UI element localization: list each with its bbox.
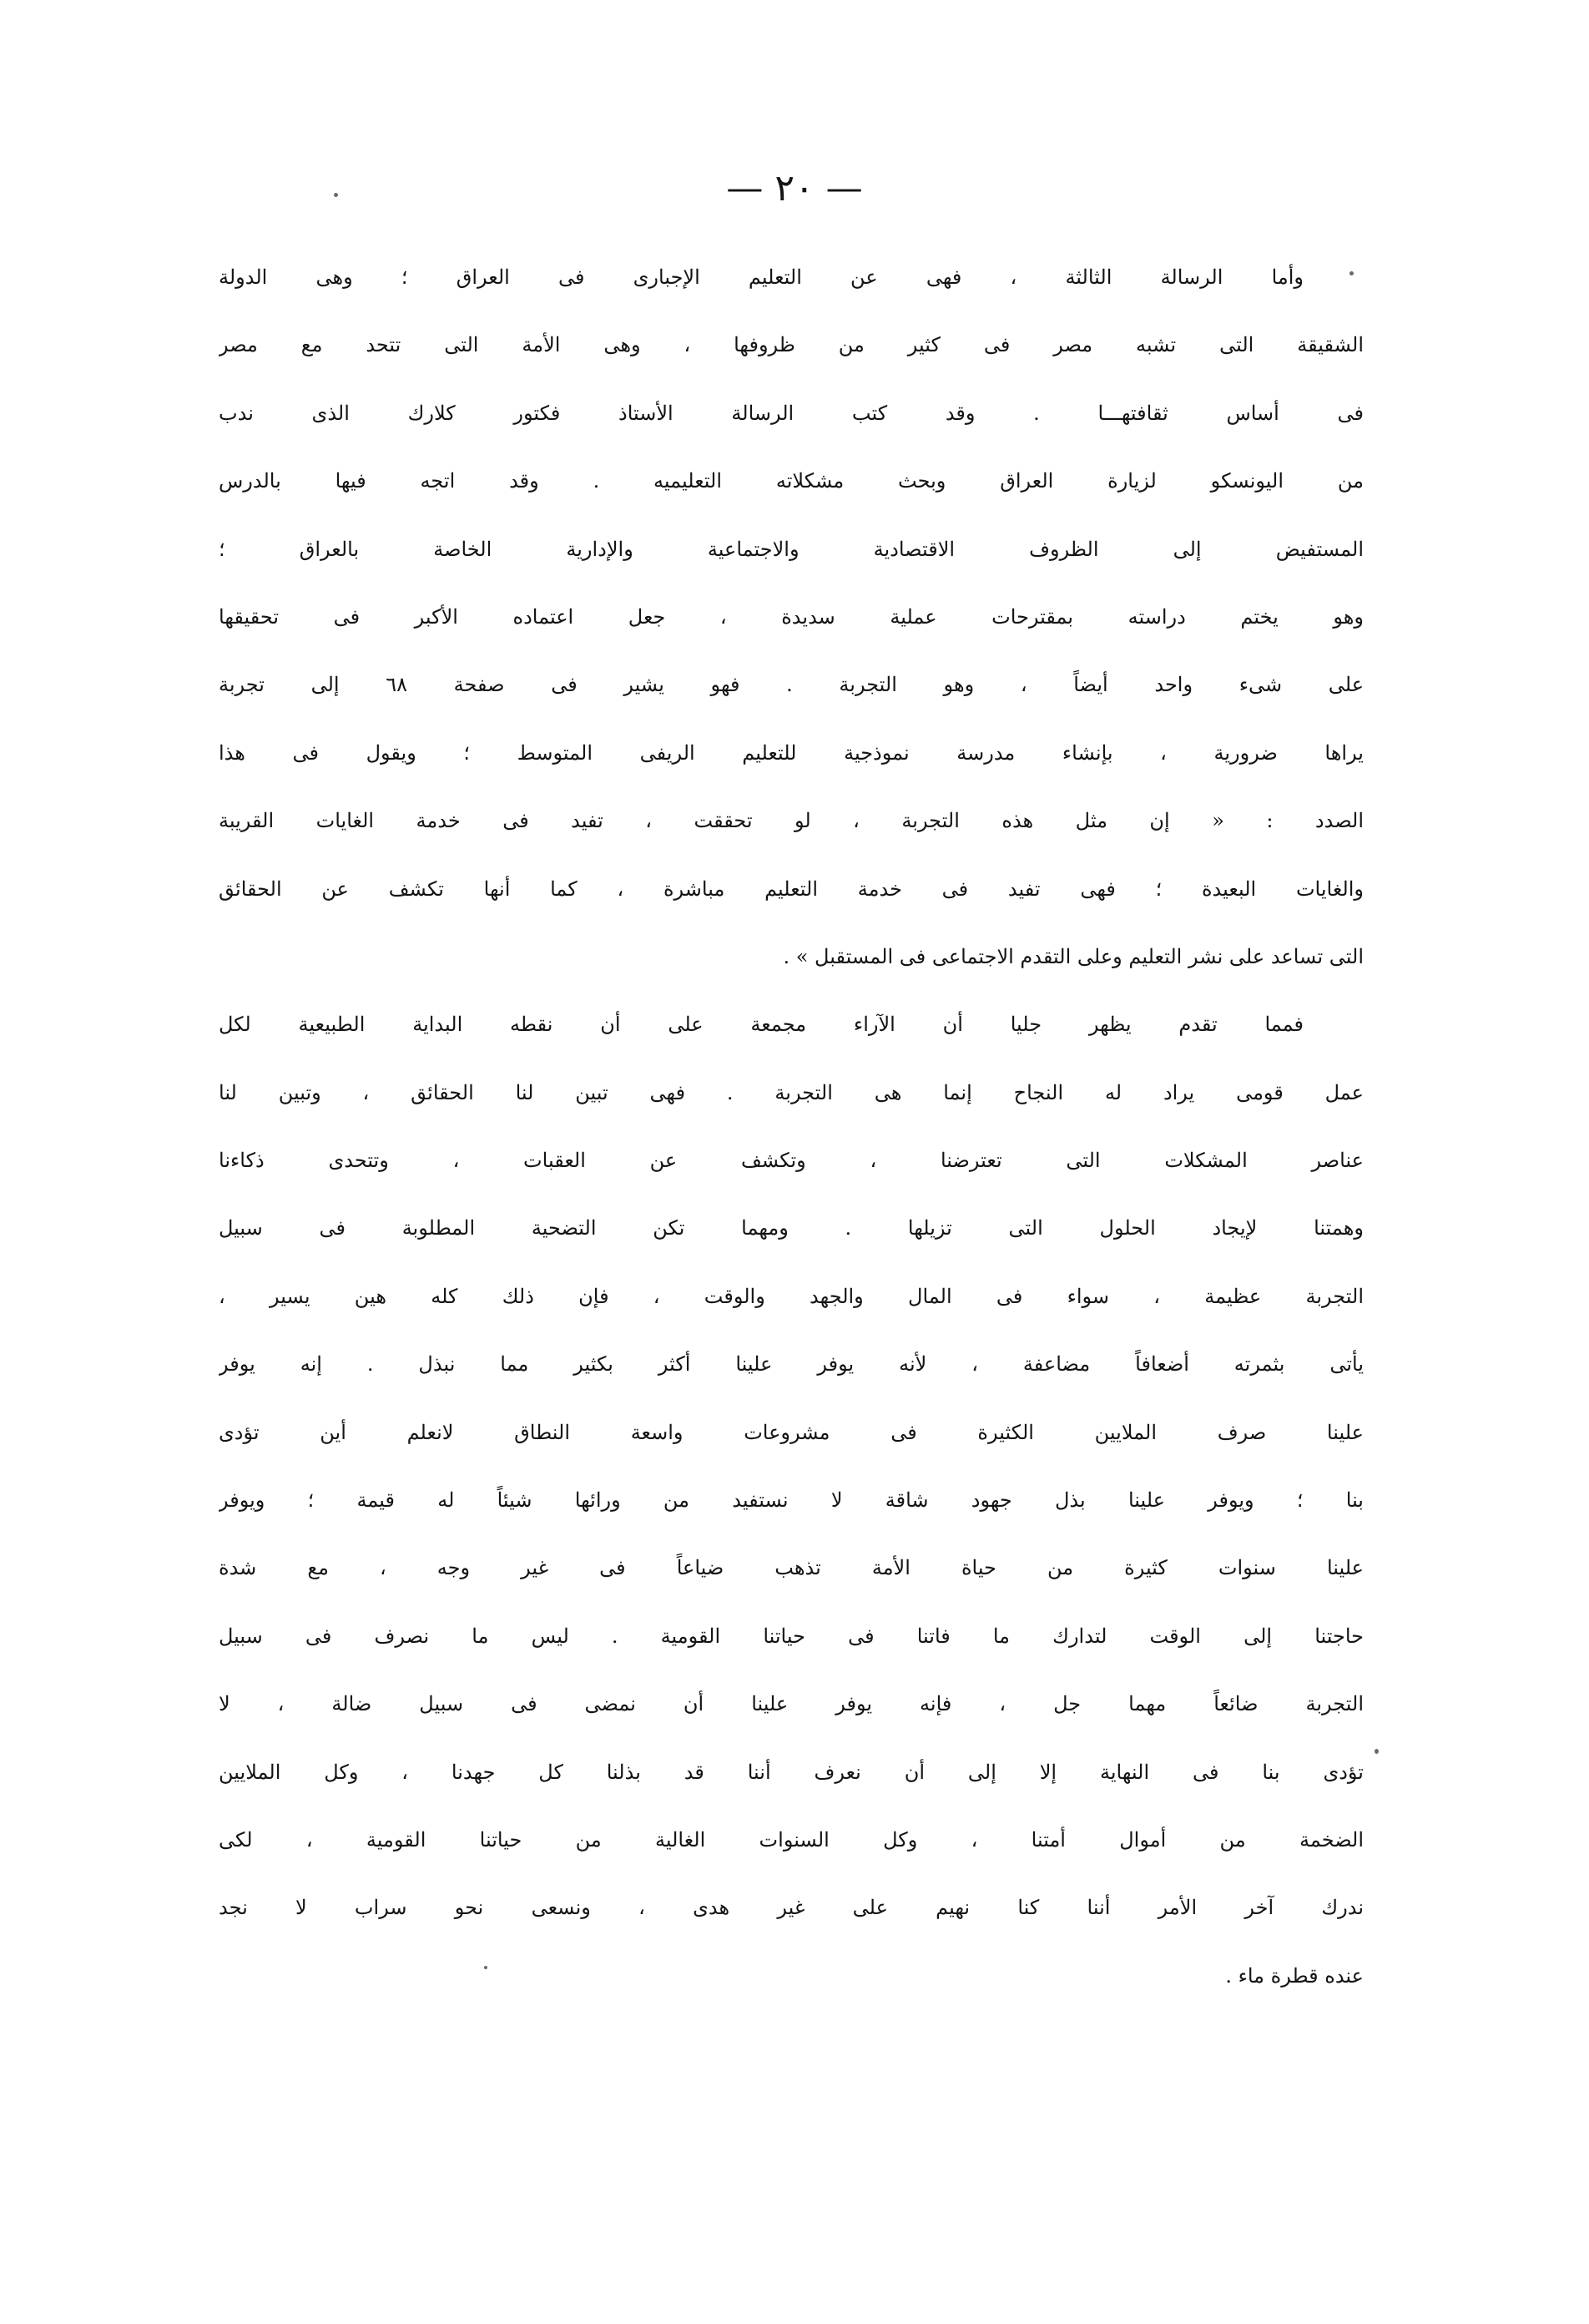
page-number: — ٢٠ — [726,167,863,210]
text-line: الصدد : « إن مثل هذه التجربة ، لو تحققت ، تفيد فى خدمة الغايات القريبة [219,809,1364,833]
scan-speck [484,1966,487,1969]
text-line: التجربة ضائعاً مهما جل ، فإنه يوفر علينا أن نمضى فى سبيل ضالة ، لا [219,1692,1364,1716]
scan-speck [334,193,338,197]
text-line: علينا سنوات كثيرة من حياة الأمة تذهب ضياعاً فى غير وجه ، مع شدة [219,1556,1364,1580]
text-line: وهو يختم دراسته بمقترحات عملية سديدة ، جعل اعتماده الأكبر فى تحقيقها [219,604,1364,629]
text-line: علينا صرف الملايين الكثيرة فى مشروعات واسعة النطاق لانعلم أين تؤدى [219,1420,1364,1444]
text-line: تؤدى بنا فى النهاية إلا إلى أن نعرف أننا قد بذلنا كل جهدنا ، وكل الملايين [219,1760,1364,1784]
text-line: حاجتنا إلى الوقت لتدارك ما فاتنا فى حياتنا القومية . ليس ما نصرف فى سبيل [219,1624,1364,1648]
text-line: وأما الرسالة الثالثة ، فهى عن التعليم الإجبارى فى العراق ؛ وهى الدولة [219,265,1304,289]
text-line: فمما تقدم يظهر جليا أن الآراء مجمعة على أن نقطه البداية الطبيعية لكل [219,1013,1304,1037]
text-line: التى تساعد على نشر التعليم وعلى التقدم الاجتماعى فى المستقبل » . [783,944,1364,968]
text-line: بنا ؛ ويوفر علينا بذل جهود شاقة لا نستفيد من ورائها شيئاً له قيمة ؛ ويوفر [219,1488,1364,1513]
text-line: التجربة عظيمة ، سواء فى المال والجهد والوقت ، فإن ذلك كله هين يسير ، [219,1284,1364,1308]
text-line: والغايات البعيدة ؛ فهى تفيد فى خدمة التعليم مباشرة ، كما أنها تكشف عن الحقائق [219,877,1364,901]
text-line: الشقيقة التى تشبه مصر فى كثير من ظروفها ، وهى الأمة التى تتحد مع مصر [219,333,1364,357]
scan-speck [1375,1749,1379,1754]
body-text [219,244,1364,2010]
text-line: ندرك آخر الأمر أننا كنا نهيم على غير هدى ، ونسعى نحو سراب لا نجد [219,1896,1364,1920]
scan-speck [1349,271,1354,275]
text-line: فى أساس ثقافتهـــا . وقد كتب الرسالة الأستاذ فكتور كلارك الذى ندب [219,401,1364,425]
text-line: من اليونسكو لزيارة العراق وبحث مشكلاته التعليميه . وقد اتجه فيها بالدرس [219,469,1364,493]
text-line: يراها ضرورية ، بإنشاء مدرسة نموذجية للتعليم الريفى المتوسط ؛ ويقول فى هذا [219,740,1364,765]
text-line: المستفيض إلى الظروف الاقتصادية والاجتماعية والإدارية الخاصة بالعراق ؛ [219,537,1364,561]
text-line: وهمتنا لإيجاد الحلول التى تزيلها . ومهما تكن التضحية المطلوبة فى سبيل [219,1216,1364,1240]
text-line: عمل قومى يراد له النجاح إنما هى التجربة . فهى تبين لنا الحقائق ، وتبين لنا [219,1080,1364,1104]
text-line: عناصر المشكلات التى تعترضنا ، وتكشف عن العقبات ، وتتحدى ذكاءنا [219,1149,1364,1173]
text-line: على شىء واحد أيضاً ، وهو التجربة . فهو يشير فى صفحة ٦٨ إلى تجربة [219,673,1364,697]
text-line: عنده قطرة ماء . [1225,1963,1364,1988]
text-line: الضخمة من أموال أمتنا ، وكل السنوات الغالية من حياتنا القومية ، لكى [219,1827,1364,1852]
text-line: يأتى بثمرته أضعافاً مضاعفة ، لأنه يوفر علينا أكثر بكثير مما نبذل . إنه يوفر [219,1352,1364,1377]
